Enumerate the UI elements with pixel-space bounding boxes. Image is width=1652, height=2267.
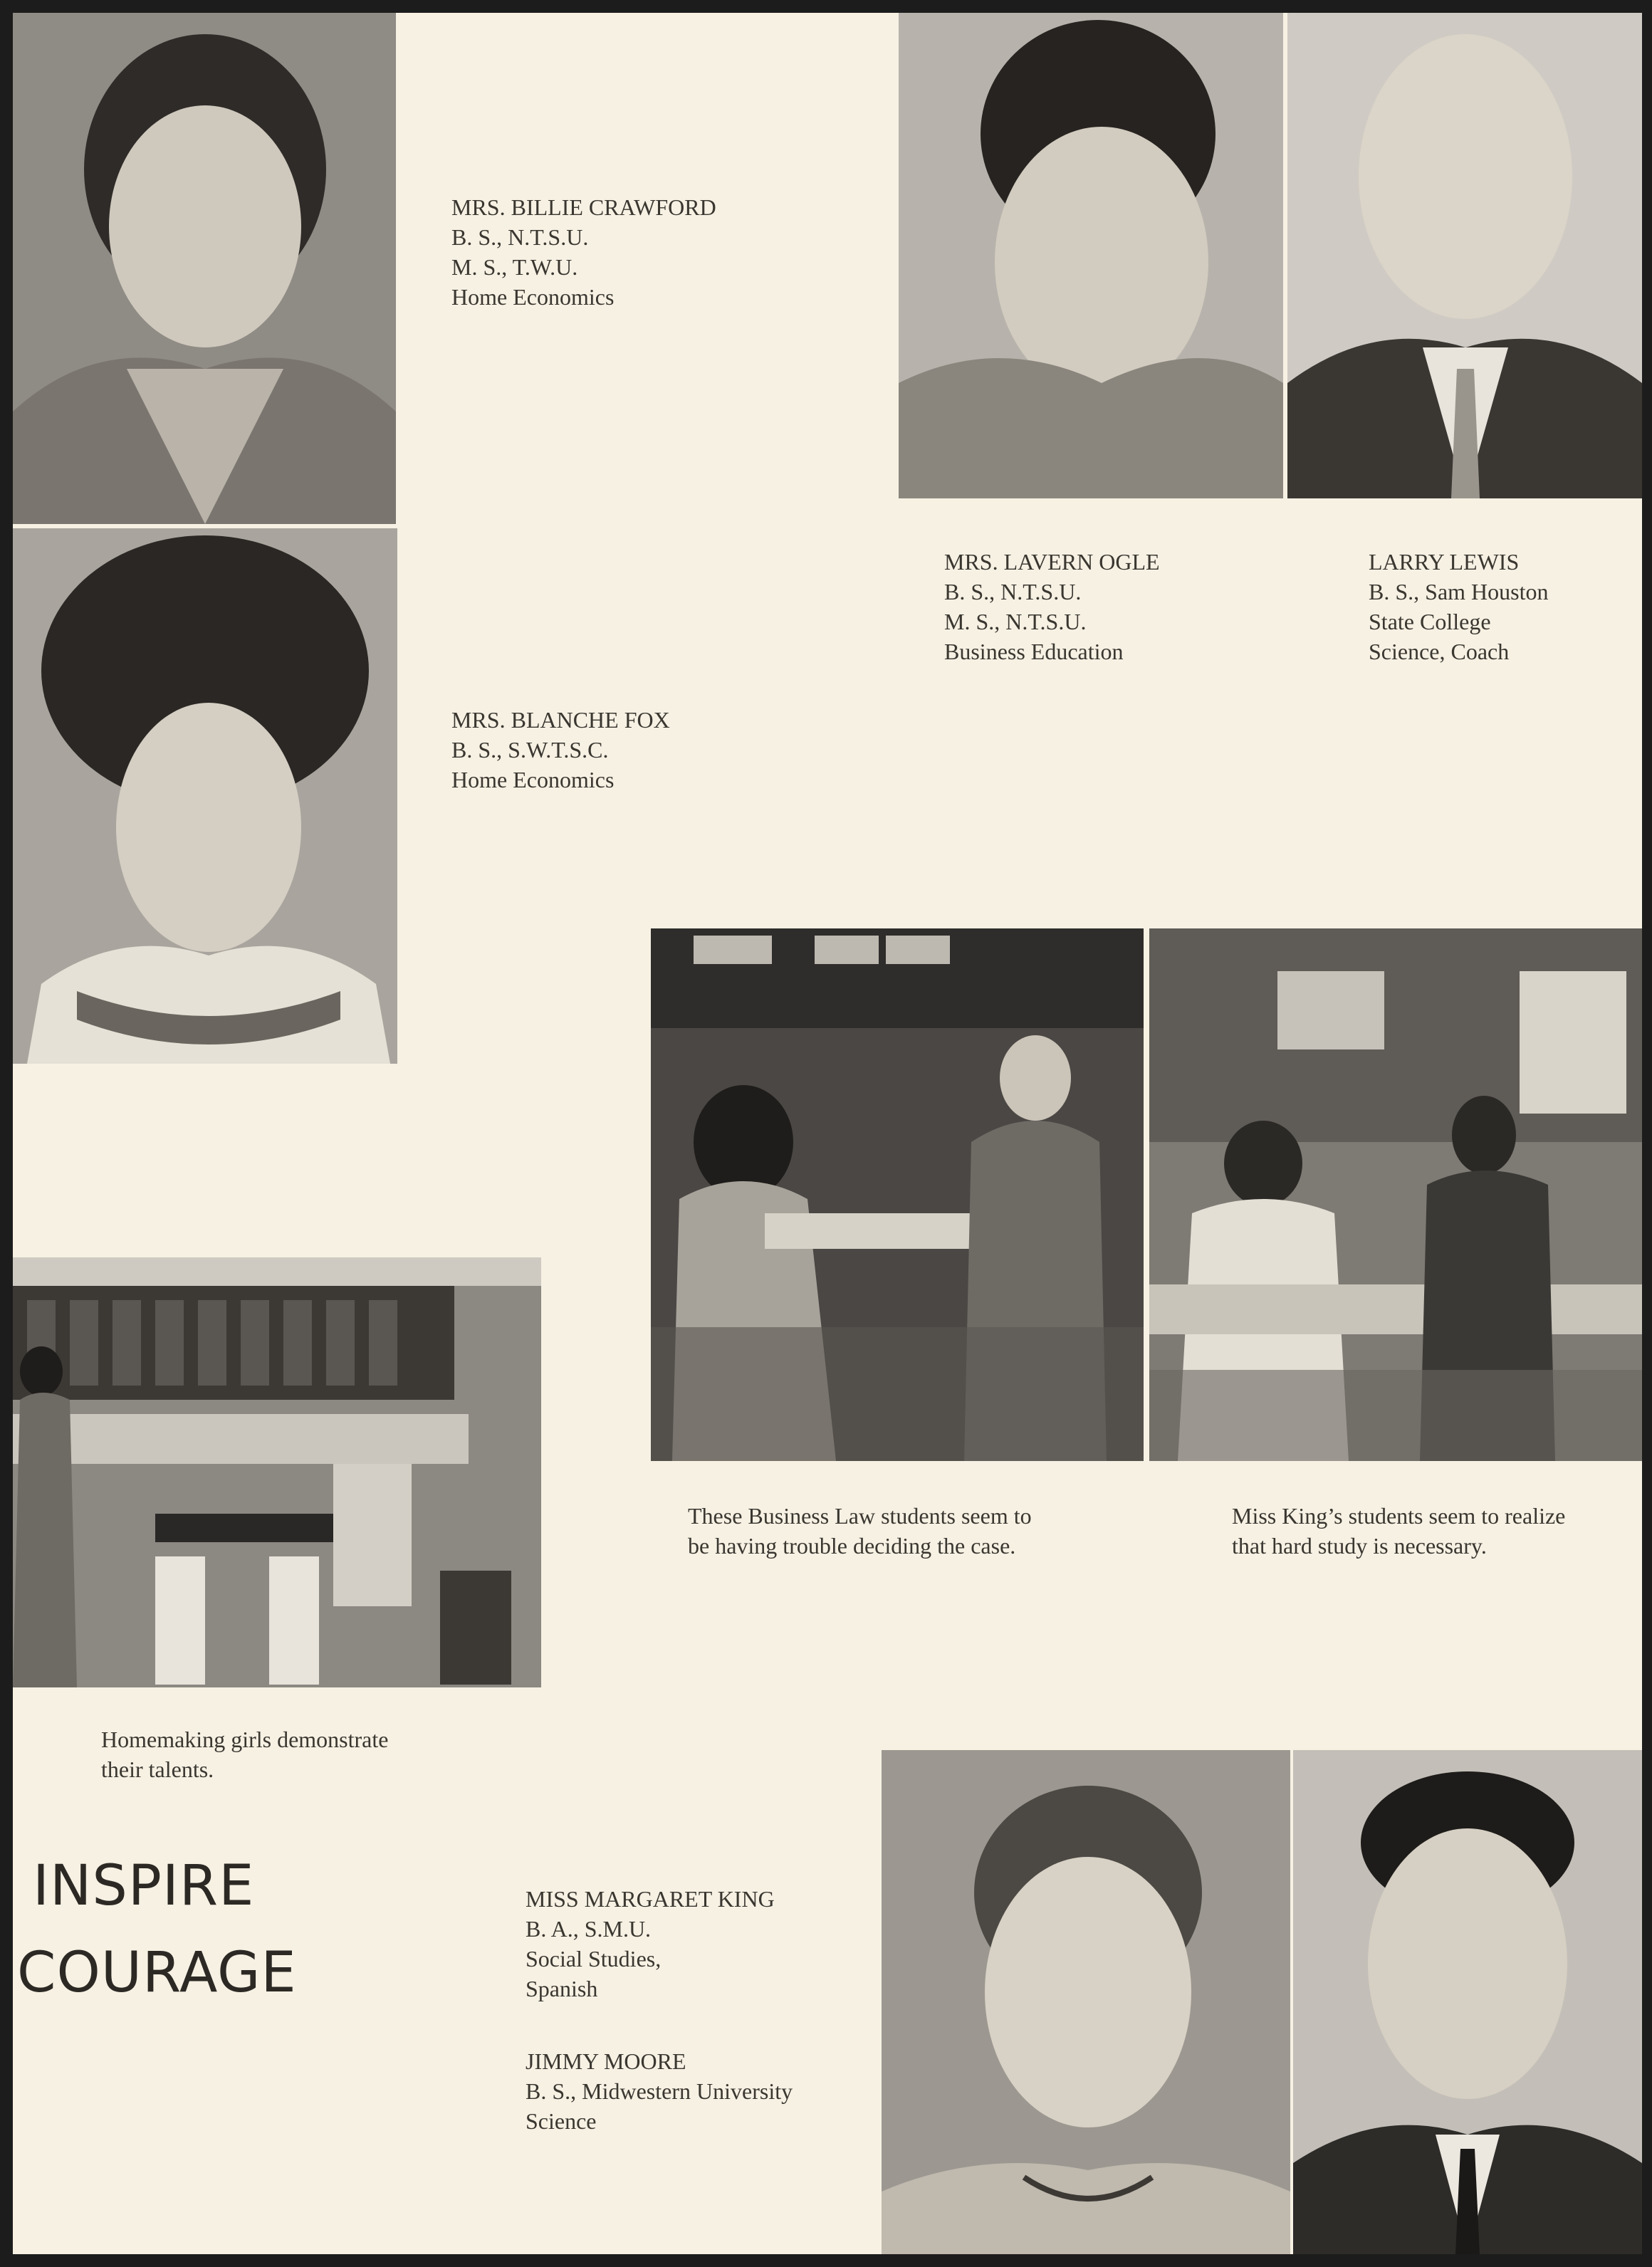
faculty-subject: Science	[526, 2108, 597, 2134]
faculty-caption-jimmy-moore	[526, 2046, 793, 2136]
faculty-name: MRS. BILLIE CRAWFORD	[451, 194, 716, 220]
faculty-degree: B. S., Midwestern University	[526, 2078, 793, 2104]
portrait-jimmy-moore	[1293, 1750, 1642, 2254]
caption-line: their talents.	[101, 1756, 214, 1782]
headline-inspire: INSPIRE	[33, 1854, 255, 1918]
faculty-name: MRS. BLANCHE FOX	[451, 707, 670, 733]
faculty-degree: B. S., S.W.T.S.C.	[451, 737, 609, 763]
faculty-subject: Home Economics	[451, 284, 615, 310]
faculty-subject: Science, Coach	[1369, 639, 1510, 664]
portrait-larry-lewis	[1287, 13, 1642, 498]
photo-caption-miss-king	[1232, 1501, 1565, 1561]
caption-line: Miss King’s students seem to realize	[1232, 1503, 1566, 1529]
portrait-billie-crawford	[13, 13, 396, 524]
faculty-degree: B. S., Sam Houston	[1369, 579, 1549, 604]
faculty-subject: Spanish	[526, 1976, 598, 2001]
caption-line: These Business Law students seem to	[688, 1503, 1032, 1529]
photo-homemaking-girls	[13, 1257, 541, 1687]
faculty-caption-larry-lewis	[1369, 547, 1548, 666]
faculty-degree: State College	[1369, 609, 1491, 634]
faculty-name: MISS MARGARET KING	[526, 1886, 775, 1912]
photo-business-law-students	[651, 928, 1144, 1461]
photo-caption-homemaking	[101, 1724, 388, 1784]
portrait-margaret-king	[882, 1750, 1290, 2254]
caption-line: be having trouble deciding the case.	[688, 1533, 1016, 1559]
portrait-blanche-fox	[13, 528, 397, 1064]
faculty-caption-margaret-king	[526, 1884, 775, 2004]
faculty-name: LARRY LEWIS	[1369, 549, 1520, 575]
faculty-name: MRS. LAVERN OGLE	[944, 549, 1160, 575]
faculty-name: JIMMY MOORE	[526, 2048, 686, 2074]
faculty-degree: B. A., S.M.U.	[526, 1916, 652, 1942]
yearbook-page	[13, 13, 1642, 2254]
faculty-subject: Business Education	[944, 639, 1124, 664]
faculty-caption-billie-crawford	[451, 192, 716, 312]
faculty-subject: Social Studies,	[526, 1946, 662, 1972]
faculty-caption-blanche-fox	[451, 705, 670, 795]
faculty-caption-lavern-ogle	[944, 547, 1160, 666]
faculty-degree: M. S., T.W.U.	[451, 254, 578, 280]
faculty-degree: M. S., N.T.S.U.	[944, 609, 1087, 634]
portrait-lavern-ogle	[899, 13, 1283, 498]
caption-line: that hard study is necessary.	[1232, 1533, 1487, 1559]
faculty-degree: B. S., N.T.S.U.	[451, 224, 589, 250]
photo-miss-king-students	[1149, 928, 1642, 1461]
faculty-subject: Home Economics	[451, 767, 615, 792]
faculty-degree: B. S., N.T.S.U.	[944, 579, 1082, 604]
caption-line: Homemaking girls demonstrate	[101, 1727, 389, 1752]
headline-courage: COURAGE	[17, 1941, 297, 2005]
photo-caption-business-law	[688, 1501, 1032, 1561]
